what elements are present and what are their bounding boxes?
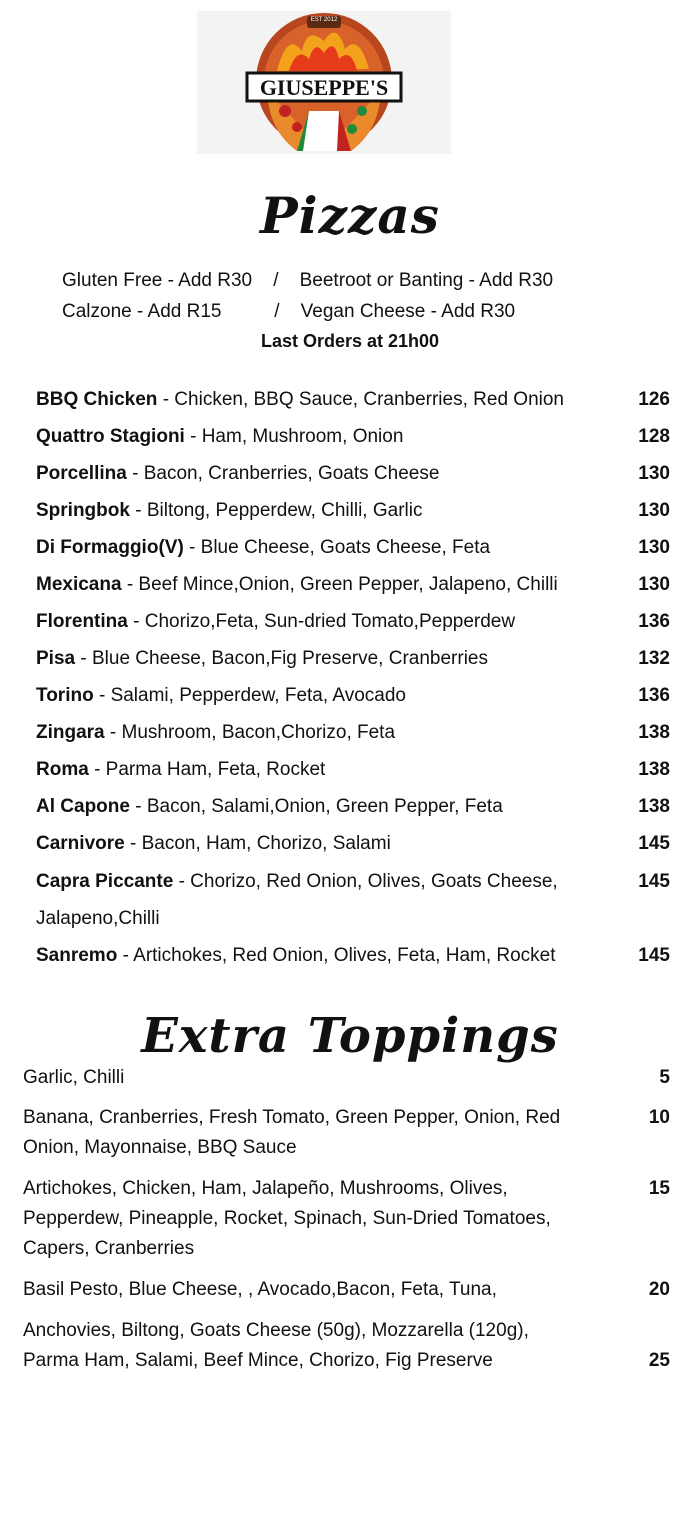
pizza-name: Florentina — [36, 611, 128, 632]
pizza-price: 136 — [638, 685, 670, 706]
pizza-name: Springbok — [36, 500, 130, 521]
pizza-price: 128 — [638, 426, 670, 447]
pizza-price: 138 — [638, 759, 670, 780]
pizzas-title: Pizzas — [260, 186, 440, 245]
pizza-item — [36, 714, 670, 751]
pizza-ingredients: - Beef Mince,Onion, Green Pepper, Jalapeno, Chilli — [121, 574, 558, 595]
pizza-ingredients: - Salami, Pepperdew, Feta, Avocado — [93, 685, 406, 706]
extra-price: 10 — [648, 1107, 670, 1128]
logo — [197, 11, 451, 154]
pizza-ingredients: - Bacon, Ham, Chorizo, Salami — [124, 833, 391, 854]
extra-items: Garlic, Chilli — [23, 1067, 125, 1088]
addon-line-2: Calzone - Add R15 / Vegan Cheese - Add R30 — [62, 301, 516, 322]
logo-name: GIUSEPPE'S — [259, 75, 389, 100]
extra-item — [23, 1174, 670, 1264]
extra-toppings-title: Extra Toppings — [141, 1008, 559, 1064]
extra-items: Anchovies, Biltong, Goats Cheese (50g), Mozzarella (120g), Parma Ham, Salami, Beef Mince, Chorizo, Fig Preserve — [23, 1320, 529, 1371]
extra-item — [23, 1316, 670, 1376]
extra-items: Artichokes, Chicken, Ham, Jalapeño, Mushrooms, Olives, Pepperdew, Pineapple, Rocket, Spinach, Sun-Dried Tomatoes, Capers, Cranberries — [23, 1178, 551, 1259]
extra-item — [23, 1103, 670, 1163]
logo-est: EST 2012 — [310, 17, 338, 23]
pizza-item — [36, 937, 670, 974]
pizza-item — [36, 418, 670, 455]
pizza-ingredients: - Parma Ham, Feta, Rocket — [88, 759, 326, 780]
pizza-ingredients: - Chorizo,Feta, Sun-dried Tomato,Pepperdew — [127, 611, 516, 632]
last-orders: Last Orders at 21h00 — [260, 331, 440, 351]
pizza-ingredients: - Blue Cheese, Goats Cheese, Feta — [183, 537, 491, 558]
pizza-name: Zingara — [36, 722, 105, 743]
pizza-item — [36, 640, 670, 677]
pizza-ingredients: - Bacon, Cranberries, Goats Cheese — [126, 463, 440, 484]
pizza-ingredients: - Ham, Mushroom, Onion — [184, 426, 404, 447]
pizza-price: 145 — [638, 945, 670, 966]
extra-price: 25 — [648, 1350, 670, 1371]
pizza-name: Porcellina — [36, 463, 127, 484]
pizza-price: 145 — [638, 871, 670, 892]
extra-item — [23, 1063, 670, 1093]
pizza-ingredients: - Blue Cheese, Bacon,Fig Preserve, Cranberries — [75, 648, 489, 669]
pizza-item — [36, 677, 670, 714]
pizza-ingredients: - Biltong, Pepperdew, Chilli, Garlic — [129, 500, 423, 521]
pizza-name: Mexicana — [36, 574, 122, 595]
pizza-name: Torino — [36, 685, 94, 706]
addon-line-1: Gluten Free - Add R30 / Beetroot or Banting - Add R30 — [62, 270, 554, 291]
pizza-price: 138 — [638, 796, 670, 817]
pizza-price: 130 — [638, 537, 670, 558]
pizza-name: Al Capone — [36, 796, 130, 817]
pizza-item — [36, 863, 670, 937]
pizza-item — [36, 566, 670, 603]
extra-price: 5 — [659, 1067, 670, 1088]
pizza-price: 126 — [638, 389, 670, 410]
pizza-item — [36, 492, 670, 529]
pizza-item — [36, 455, 670, 492]
pizza-price: 130 — [638, 574, 670, 595]
extra-items: Banana, Cranberries, Fresh Tomato, Green Pepper, Onion, Red Onion, Mayonnaise, BBQ Sauce — [23, 1107, 561, 1158]
pizza-ingredients: - Mushroom, Bacon,Chorizo, Feta — [104, 722, 396, 743]
pizza-ingredients: - Chorizo, Red Onion, Olives, Goats Cheese, Jalapeno,Chilli — [36, 871, 558, 929]
pizza-name: Carnivore — [36, 833, 125, 854]
pizza-price: 130 — [638, 500, 670, 521]
pizza-item — [36, 381, 670, 418]
pizza-name: Sanremo — [36, 945, 118, 966]
extra-price: 20 — [648, 1279, 670, 1300]
pizza-price: 145 — [638, 833, 670, 854]
pizza-name: BBQ Chicken — [36, 389, 158, 410]
pizza-price: 138 — [638, 722, 670, 743]
pizza-ingredients: - Bacon, Salami,Onion, Green Pepper, Feta — [129, 796, 503, 817]
pizza-item — [36, 788, 670, 825]
pizza-ingredients: - Chicken, BBQ Sauce, Cranberries, Red Onion — [157, 389, 564, 410]
pizza-name: Roma — [36, 759, 89, 780]
pizza-name: Quattro Stagioni — [36, 426, 185, 447]
pizza-item — [36, 751, 670, 788]
pizza-item — [36, 825, 670, 862]
pizza-name: Di Formaggio(V) — [36, 537, 184, 558]
pizza-item — [36, 529, 670, 566]
pizza-ingredients: - Artichokes, Red Onion, Olives, Feta, Ham, Rocket — [117, 945, 556, 966]
pizza-price: 132 — [638, 648, 670, 669]
extra-item — [23, 1275, 670, 1305]
pizza-name: Capra Piccante — [36, 871, 174, 892]
extra-price: 15 — [648, 1178, 670, 1199]
pizza-price: 136 — [638, 611, 670, 632]
pizza-price: 130 — [638, 463, 670, 484]
extra-items: Basil Pesto, Blue Cheese, , Avocado,Bacon, Feta, Tuna, — [23, 1279, 497, 1300]
pizza-item — [36, 603, 670, 640]
pizza-name: Pisa — [36, 648, 76, 669]
